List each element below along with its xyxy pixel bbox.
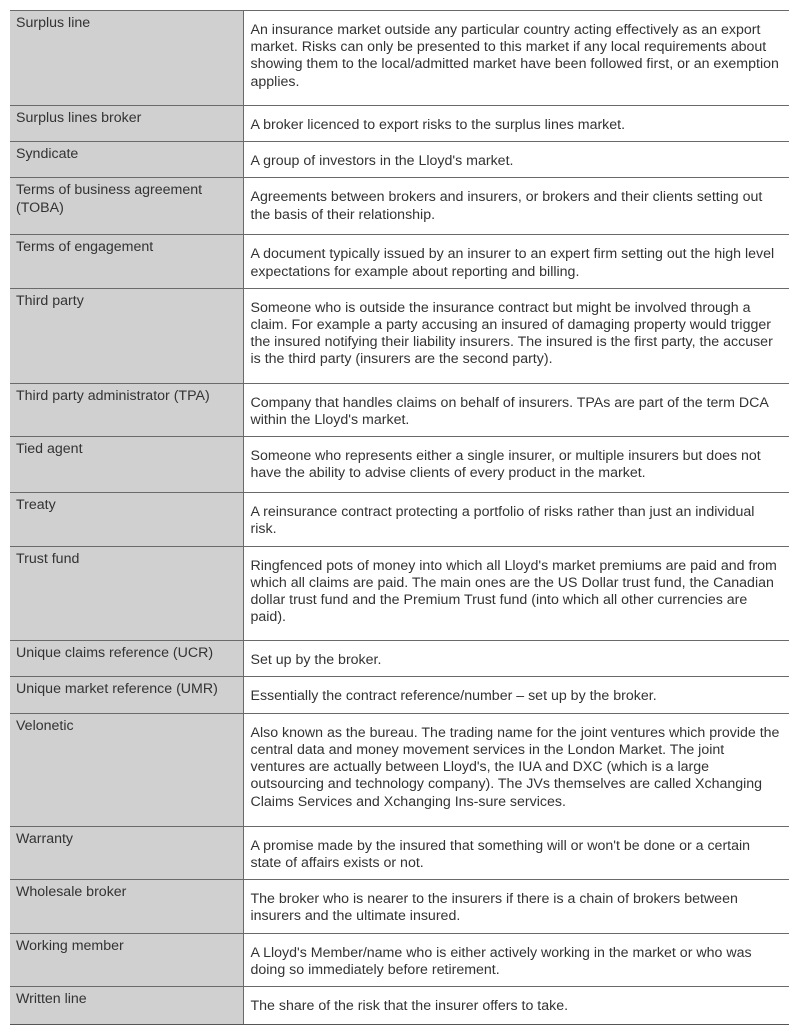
table-row (10, 546, 789, 640)
glossary-definition: Essentially the contract reference/number – set up by the broker. (243, 676, 789, 713)
glossary-definition: Agreements between brokers and insurers, or brokers and their clients setting out the basis of their relationship. (243, 178, 789, 235)
glossary-term: Third party administrator (TPA) (10, 383, 243, 436)
glossary-term: Working member (10, 933, 243, 986)
glossary-term: Wholesale broker (10, 880, 243, 933)
glossary-term: Terms of business agreement (TOBA) (10, 178, 243, 235)
glossary-term: Surplus lines broker (10, 106, 243, 142)
glossary-definition: A Lloyd's Member/name who is either actively working in the market or who was doing so immediately before retirement. (243, 933, 789, 986)
table-row (10, 288, 789, 383)
table-row (10, 11, 789, 106)
glossary-term: Unique market reference (UMR) (10, 676, 243, 713)
table-row (10, 987, 789, 1025)
glossary-body (10, 11, 789, 1025)
table-row (10, 437, 789, 493)
glossary-definition: Someone who is outside the insurance contract but might be involved through a claim. For example a party accusing an insured of damaging property would trigger the insured notifying their liability insurers. The insured is the first party, the accuser is the third party (insurers are the second party). (243, 288, 789, 383)
glossary-term: Unique claims reference (UCR) (10, 640, 243, 676)
glossary-definition: An insurance market outside any particular country acting effectively as an export market. Risks can only be presented to this market if any local requirements about showing them to the local/admitted market have been followed first, or an exemption applies. (243, 11, 789, 106)
table-row (10, 142, 789, 178)
glossary-term: Warranty (10, 826, 243, 879)
glossary-term: Treaty (10, 493, 243, 546)
table-row (10, 235, 789, 288)
table-row (10, 383, 789, 436)
glossary-term: Trust fund (10, 546, 243, 640)
table-row (10, 493, 789, 546)
glossary-definition: A group of investors in the Lloyd's market. (243, 142, 789, 178)
glossary-definition: Someone who represents either a single insurer, or multiple insurers but does not have the ability to advise clients of every product in the market. (243, 437, 789, 493)
glossary-definition: A promise made by the insured that something will or won't be done or a certain state of affairs exists or not. (243, 826, 789, 879)
table-row (10, 826, 789, 879)
glossary-table (10, 10, 789, 1025)
glossary-definition: Set up by the broker. (243, 640, 789, 676)
glossary-definition: A broker licenced to export risks to the surplus lines market. (243, 106, 789, 142)
table-row (10, 880, 789, 933)
table-row (10, 640, 789, 676)
glossary-term: Terms of engagement (10, 235, 243, 288)
glossary-definition: A reinsurance contract protecting a portfolio of risks rather than just an individual risk. (243, 493, 789, 546)
glossary-definition: The broker who is nearer to the insurers if there is a chain of brokers between insurers and the ultimate insured. (243, 880, 789, 933)
glossary-definition: Ringfenced pots of money into which all Lloyd's market premiums are paid and from which all claims are paid. The main ones are the US Dollar trust fund, the Canadian dollar trust fund and the Premium Trust fund (into which all other currencies are paid). (243, 546, 789, 640)
glossary-term: Surplus line (10, 11, 243, 106)
glossary-definition: Also known as the bureau. The trading name for the joint ventures which provide the central data and money movement services in the London Market. The joint ventures are actually between Lloyd's, the IUA and DXC (which is a large outsourcing and technology company). The JVs themselves are called Xchanging Claims Services and Xchanging Ins-sure services. (243, 713, 789, 826)
table-row (10, 106, 789, 142)
glossary-definition: Company that handles claims on behalf of insurers. TPAs are part of the term DCA within the Lloyd's market. (243, 383, 789, 436)
glossary-definition: A document typically issued by an insurer to an expert firm setting out the high level expectations for example about reporting and billing. (243, 235, 789, 288)
glossary-term: Velonetic (10, 713, 243, 826)
table-row (10, 713, 789, 826)
table-row (10, 933, 789, 986)
glossary-term: Third party (10, 288, 243, 383)
glossary-term: Syndicate (10, 142, 243, 178)
table-row (10, 676, 789, 713)
glossary-term: Tied agent (10, 437, 243, 493)
table-row (10, 178, 789, 235)
glossary-term: Written line (10, 987, 243, 1025)
glossary-definition: The share of the risk that the insurer offers to take. (243, 987, 789, 1025)
